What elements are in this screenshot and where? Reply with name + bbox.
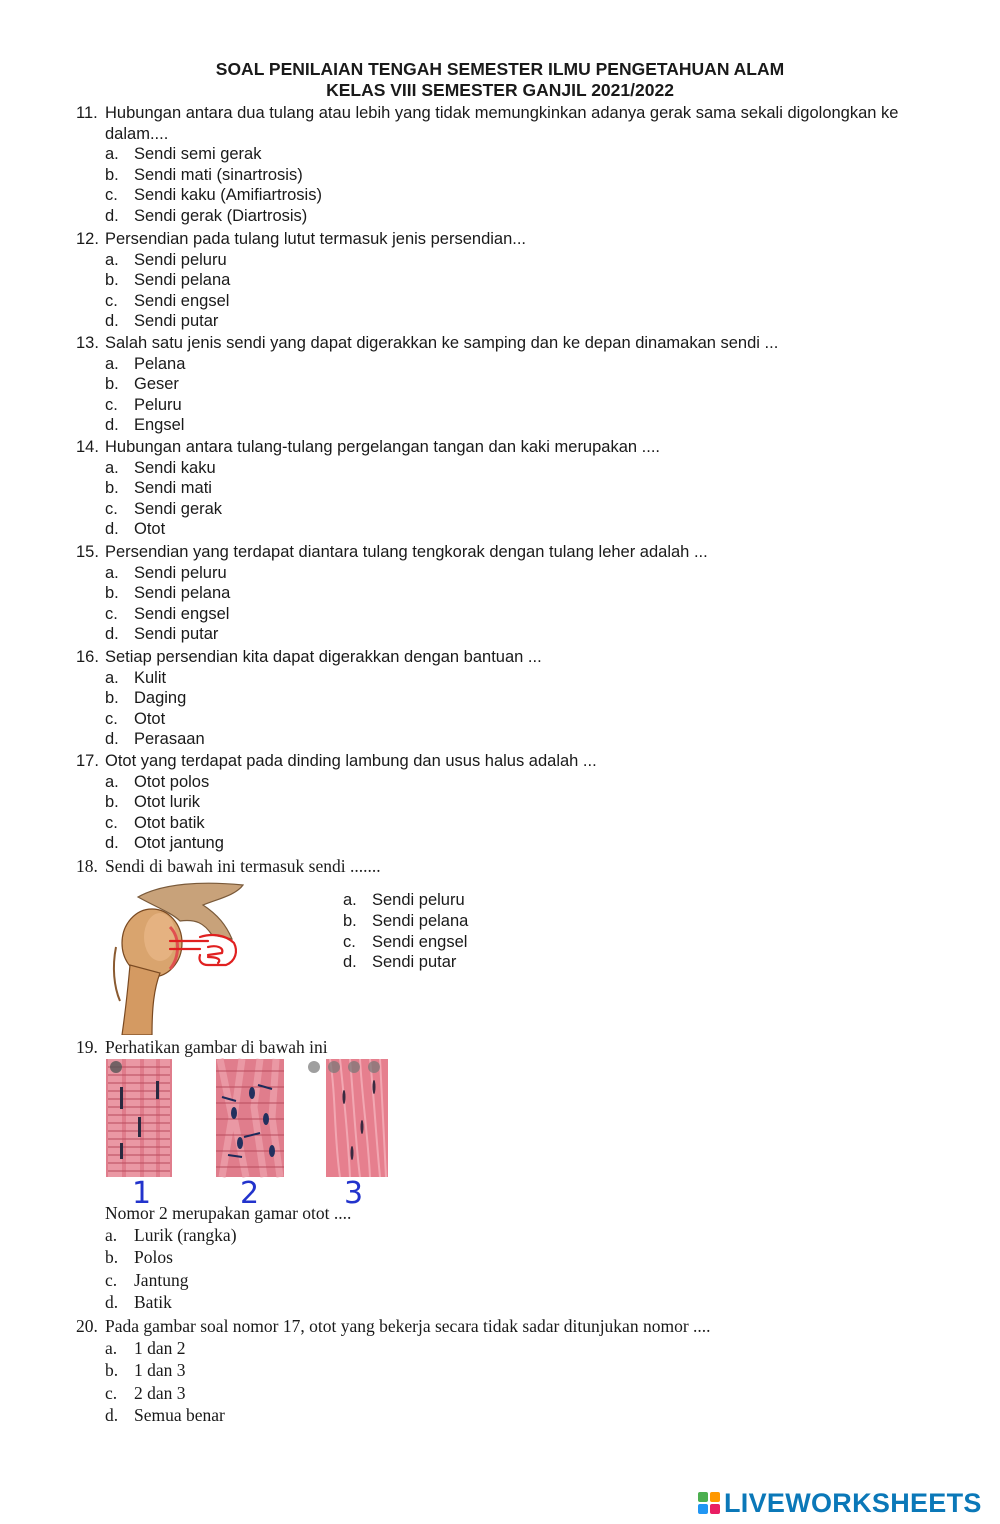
question-text: Persendian pada tulang lutut termasuk jenis persendian... xyxy=(105,230,527,248)
question-text: Pada gambar soal nomor 17, otot yang bekerja secara tidak sadar ditunjukan nomor .... xyxy=(105,1316,711,1336)
question-18-options xyxy=(343,890,468,973)
question-11 xyxy=(76,103,956,226)
question-15 xyxy=(76,542,956,645)
option-c[interactable]: c. Sendi engsel xyxy=(105,291,230,310)
logo-text: LIVEWORKSHEETS xyxy=(724,1488,982,1518)
option-a[interactable]: a. Otot polos xyxy=(105,772,210,791)
option-b[interactable]: b. Sendi pelana xyxy=(105,584,231,602)
muscle-types-image xyxy=(104,1057,394,1207)
option-b[interactable]: b. Daging xyxy=(105,689,187,707)
option-a[interactable]: a. Sendi peluru xyxy=(343,891,465,909)
figure-label-3: 3 xyxy=(344,1176,364,1207)
option-d[interactable]: d. Otot jantung xyxy=(105,834,224,852)
option-d[interactable]: d. Sendi putar xyxy=(105,312,219,330)
option-d[interactable]: d. Batik xyxy=(105,1291,172,1312)
option-c[interactable]: c. Peluru xyxy=(105,395,182,414)
muscle-panel-2 xyxy=(216,1059,284,1177)
question-14 xyxy=(76,437,956,540)
option-a[interactable]: a. Lurik (rangka) xyxy=(105,1225,237,1246)
page-title: SOAL PENILAIAN TENGAH SEMESTER ILMU PENGETAHUAN ALAM xyxy=(215,59,785,79)
option-d[interactable]: d. Sendi putar xyxy=(343,953,457,972)
option-c[interactable]: c. 2 dan 3 xyxy=(105,1382,186,1403)
option-d[interactable]: d. Otot xyxy=(105,520,166,538)
option-c[interactable]: c. Otot xyxy=(105,709,166,728)
option-b[interactable]: b. Sendi pelana xyxy=(105,271,231,289)
page-subtitle: KELAS VIII SEMESTER GANJIL 2021/2022 xyxy=(326,80,674,100)
option-a[interactable]: a. Kulit xyxy=(105,668,167,687)
option-c[interactable]: c. Jantung xyxy=(105,1269,189,1290)
option-b[interactable]: b. Sendi pelana xyxy=(343,911,469,930)
liveworksheets-logo[interactable] xyxy=(697,1488,982,1518)
question-number: 13. xyxy=(76,334,99,352)
liveworksheets-mark-icon xyxy=(697,1491,721,1515)
question-text: Salah satu jenis sendi yang dapat digerakkan ke samping dan ke depan dinamakan sendi ... xyxy=(105,334,779,352)
option-d[interactable]: d. Sendi putar xyxy=(105,625,219,643)
question-17 xyxy=(76,751,956,854)
question-12 xyxy=(76,229,956,332)
option-d[interactable]: d. Sendi gerak (Diartrosis) xyxy=(105,206,308,225)
option-b[interactable]: b. Sendi mati (sinartrosis) xyxy=(105,165,303,184)
option-c[interactable]: c. Sendi engsel xyxy=(105,604,230,623)
question-19 xyxy=(76,1036,956,1058)
option-b[interactable]: b. Sendi mati xyxy=(105,479,212,497)
question-number: 19. xyxy=(76,1037,98,1057)
question-18 xyxy=(76,855,956,877)
question-number: 15. xyxy=(76,543,99,561)
figure-label-2: 2 xyxy=(240,1176,260,1207)
shoulder-joint-image xyxy=(108,877,248,1035)
question-text: Hubungan antara dua tulang atau lebih yang tidak memungkinkan adanya gerak sama sekali digolongkan ke dalam.... xyxy=(105,104,899,143)
question-number: 11. xyxy=(76,104,98,122)
question-20 xyxy=(76,1315,956,1426)
question-text: Sendi di bawah ini termasuk sendi ....... xyxy=(105,856,381,876)
option-b[interactable]: b. Otot lurik xyxy=(105,793,201,811)
option-b[interactable]: b. Geser xyxy=(105,375,179,393)
question-text: Hubungan antara tulang-tulang pergelangan tangan dan kaki merupakan .... xyxy=(105,438,660,456)
option-a[interactable]: a. 1 dan 2 xyxy=(105,1338,186,1359)
question-text: Perhatikan gambar di bawah ini xyxy=(105,1037,328,1057)
option-d[interactable]: d. Perasaan xyxy=(105,730,205,748)
question-19-body xyxy=(76,1202,956,1313)
option-c[interactable]: c. Sendi gerak xyxy=(105,499,223,518)
option-a[interactable]: a. Sendi peluru xyxy=(105,250,227,269)
option-a[interactable]: a. Sendi semi gerak xyxy=(105,145,262,163)
question-number: 16. xyxy=(76,648,99,666)
option-a[interactable]: a. Pelana xyxy=(105,354,186,373)
question-text: Persendian yang terdapat diantara tulang tengkorak dengan tulang leher adalah ... xyxy=(105,543,708,561)
muscle-panel-3 xyxy=(308,1059,388,1177)
option-d[interactable]: d. Semua benar xyxy=(105,1404,225,1425)
question-subtext: Nomor 2 merupakan gamar otot .... xyxy=(105,1203,352,1223)
question-number: 20. xyxy=(76,1316,98,1336)
question-text: Otot yang terdapat pada dinding lambung dan usus halus adalah ... xyxy=(105,752,597,770)
question-number: 12. xyxy=(76,230,99,248)
question-text: Setiap persendian kita dapat digerakkan dengan bantuan ... xyxy=(105,648,542,666)
muscle-panel-1 xyxy=(106,1059,172,1177)
option-c[interactable]: c. Sendi kaku (Amifiartrosis) xyxy=(105,186,322,204)
option-d[interactable]: d. Engsel xyxy=(105,416,185,434)
question-number: 18. xyxy=(76,856,98,876)
option-c[interactable]: c. Sendi engsel xyxy=(343,932,468,951)
question-number: 14. xyxy=(76,438,99,456)
question-16 xyxy=(76,647,956,750)
question-number: 17. xyxy=(76,752,99,770)
option-b[interactable]: b. 1 dan 3 xyxy=(105,1360,186,1381)
option-c[interactable]: c. Otot batik xyxy=(105,813,205,832)
figure-label-1: 1 xyxy=(132,1176,152,1207)
question-13 xyxy=(76,333,956,436)
option-a[interactable]: a. Sendi kaku xyxy=(105,458,216,477)
option-b[interactable]: b. Polos xyxy=(105,1247,173,1268)
option-a[interactable]: a. Sendi peluru xyxy=(105,563,227,582)
